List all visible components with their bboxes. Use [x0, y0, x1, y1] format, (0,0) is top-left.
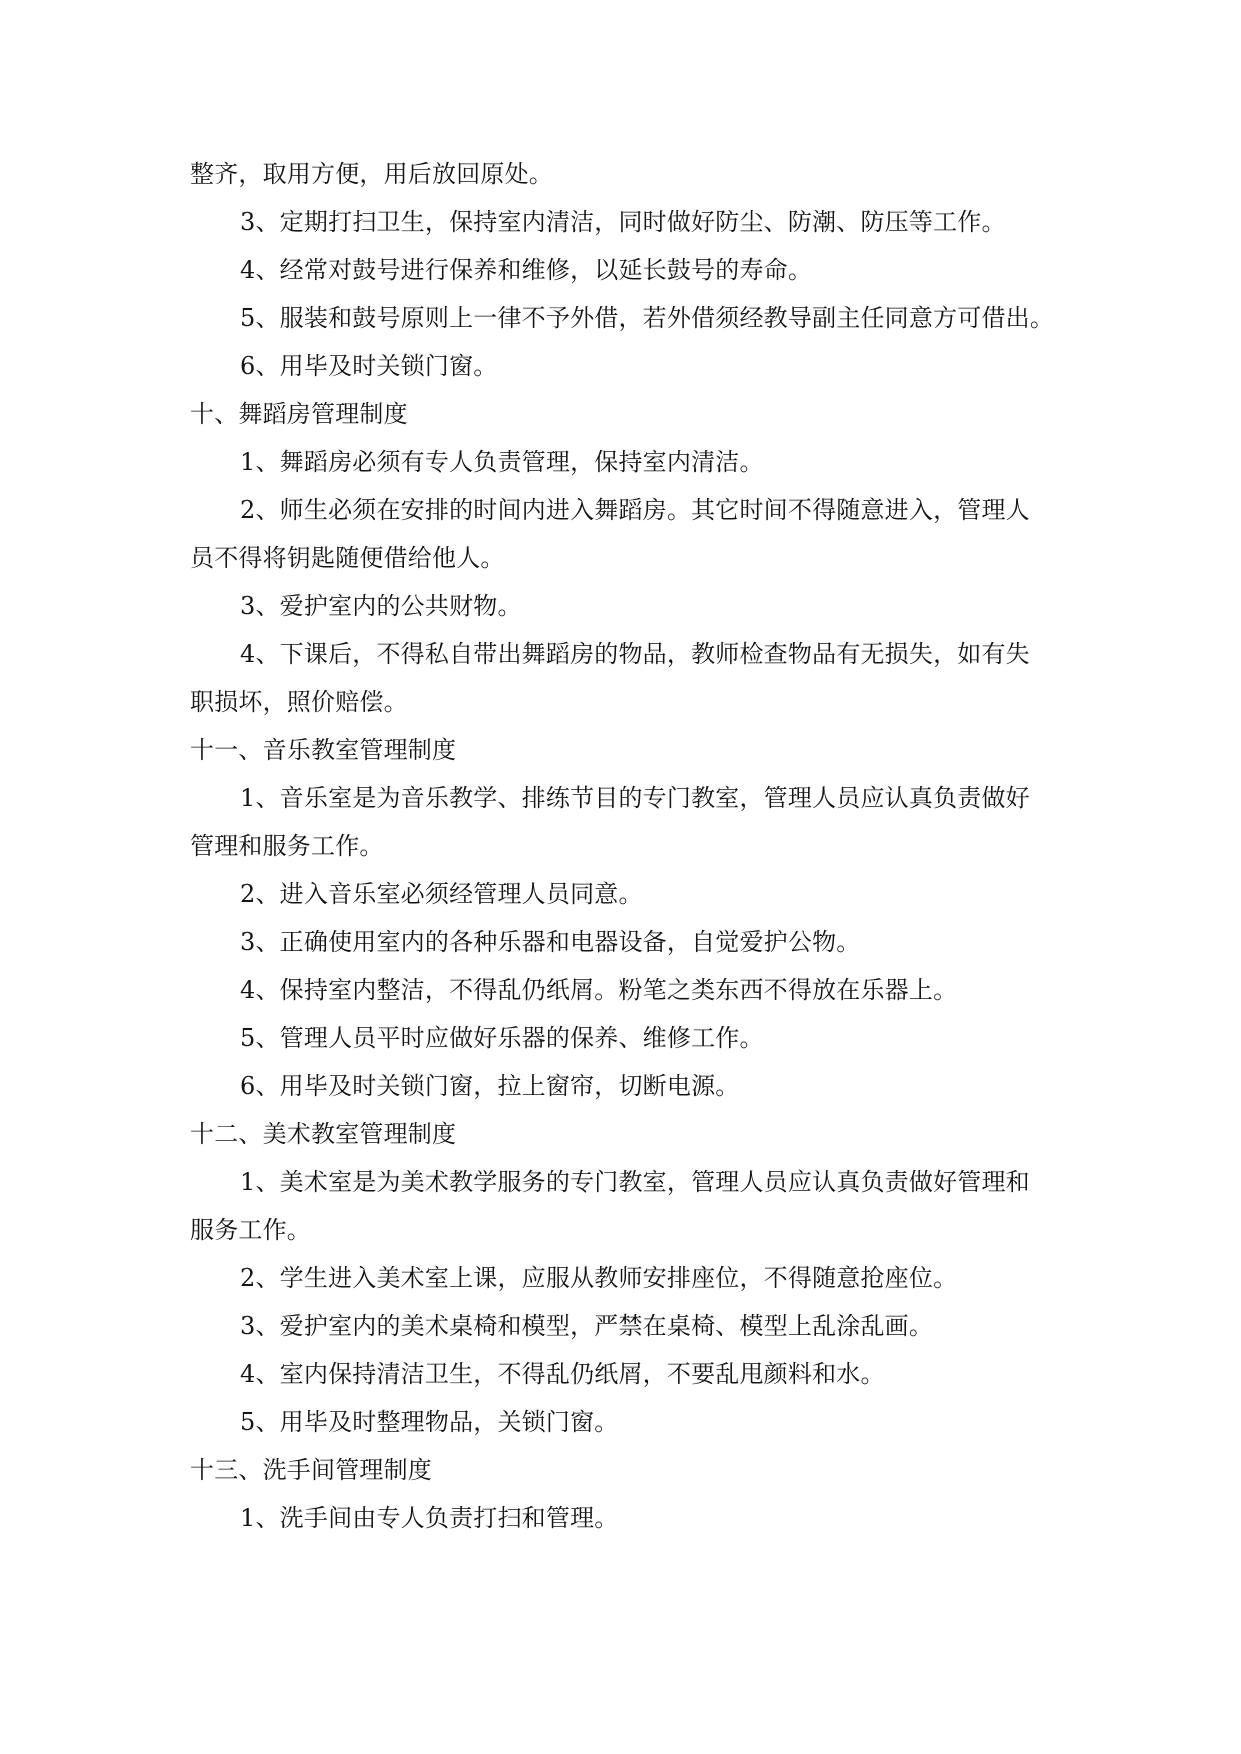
rule-item: 1、洗手间由专人负责打扫和管理。 — [240, 1504, 619, 1532]
rule-item: 1、美术室是为美术教学服务的专门教室，管理人员应认真负责做好管理和 — [240, 1168, 1030, 1196]
rule-item: 5、服装和鼓号原则上一律不予外借，若外借须经教导副主任同意方可借出。 — [240, 304, 1055, 332]
rule-item: 3、正确使用室内的各种乐器和电器设备，自觉爱护公物。 — [240, 928, 861, 956]
rule-item: 2、学生进入美术室上课，应服从教师安排座位，不得随意抢座位。 — [240, 1264, 958, 1292]
rule-item: 6、用毕及时关锁门窗，拉上窗帘，切断电源。 — [240, 1072, 740, 1100]
rule-item: 4、下课后，不得私自带出舞蹈房的物品，教师检查物品有无损失，如有失 — [240, 640, 1030, 668]
paragraph-continuation: 员不得将钥匙随便借给他人。 — [190, 544, 505, 572]
rule-item: 5、管理人员平时应做好乐器的保养、维修工作。 — [240, 1024, 764, 1052]
rule-item: 4、保持室内整洁，不得乱仍纸屑。粉笔之类东西不得放在乐器上。 — [240, 976, 958, 1004]
rule-item: 2、师生必须在安排的时间内进入舞蹈房。其它时间不得随意进入，管理人 — [240, 496, 1030, 524]
paragraph-continuation: 服务工作。 — [190, 1216, 311, 1244]
paragraph-continuation: 管理和服务工作。 — [190, 832, 384, 860]
rule-item: 1、音乐室是为音乐教学、排练节目的专门教室，管理人员应认真负责做好 — [240, 784, 1030, 812]
rule-item: 3、爱护室内的美术桌椅和模型，严禁在桌椅、模型上乱涂乱画。 — [240, 1312, 934, 1340]
rule-item: 4、经常对鼓号进行保养和维修，以延长鼓号的寿命。 — [240, 256, 813, 284]
section-heading: 十、舞蹈房管理制度 — [190, 400, 408, 428]
rule-item: 2、进入音乐室必须经管理人员同意。 — [240, 880, 643, 908]
rule-item: 4、室内保持清洁卫生，不得乱仍纸屑，不要乱甩颜料和水。 — [240, 1360, 885, 1388]
section-heading: 十二、美术教室管理制度 — [190, 1120, 457, 1148]
paragraph-continuation: 整齐，取用方便，用后放回原处。 — [190, 160, 553, 188]
rule-item: 6、用毕及时关锁门窗。 — [240, 352, 498, 380]
section-heading: 十一、音乐教室管理制度 — [190, 736, 457, 764]
rule-item: 3、定期打扫卫生，保持室内清洁，同时做好防尘、防潮、防压等工作。 — [240, 208, 1006, 236]
rule-item: 3、爱护室内的公共财物。 — [240, 592, 522, 620]
paragraph-continuation: 职损坏，照价赔偿。 — [190, 688, 408, 716]
rule-item: 5、用毕及时整理物品，关锁门窗。 — [240, 1408, 619, 1436]
rule-item: 1、舞蹈房必须有专人负责管理，保持室内清洁。 — [240, 448, 764, 476]
section-heading: 十三、洗手间管理制度 — [190, 1456, 432, 1484]
